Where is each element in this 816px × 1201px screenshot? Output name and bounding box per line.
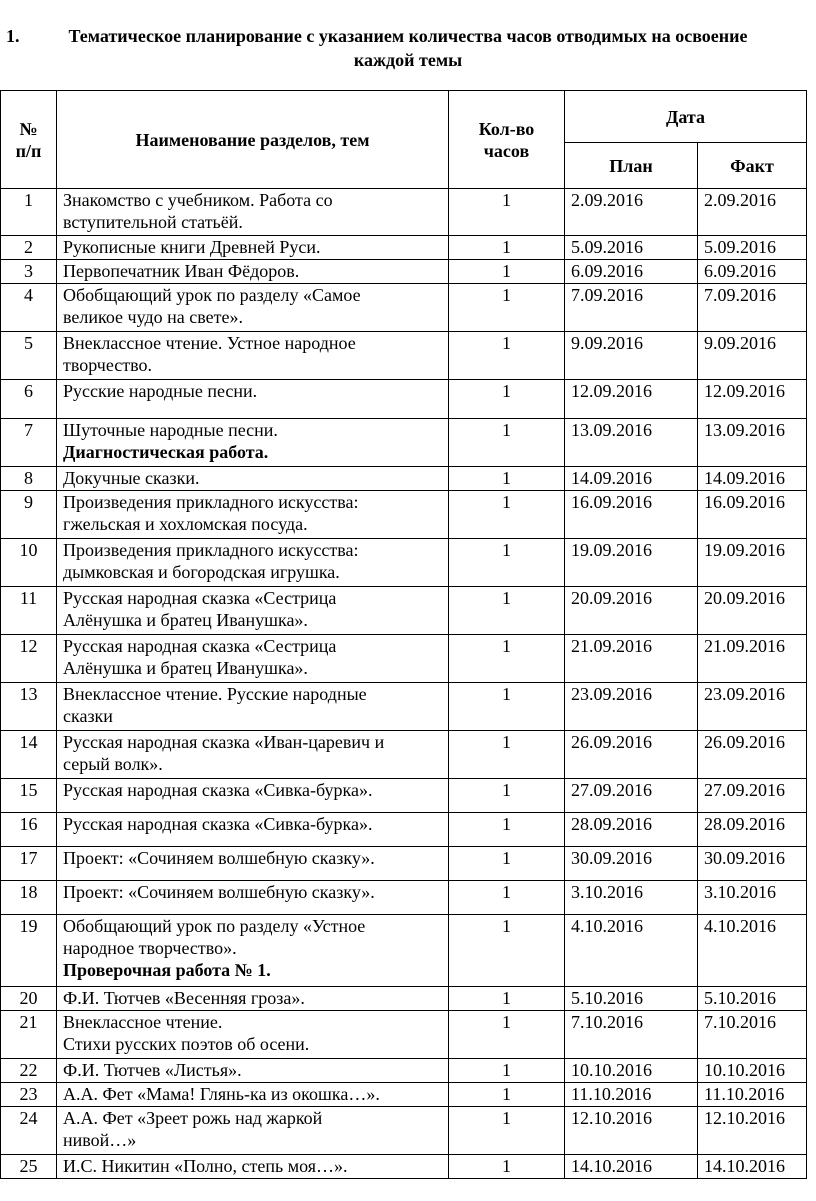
cell-plan-date: 2.09.2016 (565, 189, 698, 236)
topic-line: великое чудо на свете». (63, 307, 243, 327)
header-hours: Кол-во часов (449, 91, 565, 189)
cell-topic (57, 380, 449, 419)
topic-line: серый волк». (63, 754, 163, 774)
cell-plan-date: 13.09.2016 (565, 419, 698, 467)
cell-plan-date: 19.09.2016 (565, 539, 698, 587)
cell-topic (57, 847, 449, 881)
topic-line: Обобщающий урок по разделу «Устное (63, 916, 366, 936)
cell-fact-date: 5.09.2016 (698, 236, 807, 260)
topic-line: Произведения прикладного искусства: (63, 540, 359, 560)
table-row (1, 491, 807, 539)
cell-hours: 1 (449, 987, 565, 1011)
topic-line: нивой…» (63, 1130, 137, 1150)
cell-plan-date: 21.09.2016 (565, 635, 698, 683)
topic-line: Ф.И. Тютчев «Весенняя гроза». (63, 988, 305, 1008)
topic-line: Русская народная сказка «Сивка-бурка». (63, 814, 373, 834)
cell-fact-date: 30.09.2016 (698, 847, 807, 881)
topic-line: Русская народная сказка «Сестрица (63, 588, 337, 608)
cell-hours: 1 (449, 1059, 565, 1083)
table-row (1, 419, 807, 467)
topic-line: Шуточные народные песни. (63, 420, 278, 440)
topic-line: Произведения прикладного искусства: (63, 492, 359, 512)
table-body (1, 189, 807, 1179)
cell-hours: 1 (449, 491, 565, 539)
table-row (1, 380, 807, 419)
page-heading (0, 24, 816, 72)
cell-num: 14 (1, 731, 57, 779)
table-row (1, 1107, 807, 1155)
cell-num: 13 (1, 683, 57, 731)
topic-line: Русская народная сказка «Сивка-бурка». (63, 780, 373, 800)
cell-hours: 1 (449, 467, 565, 491)
cell-fact-date: 28.09.2016 (698, 813, 807, 847)
cell-hours: 1 (449, 915, 565, 987)
cell-plan-date: 3.10.2016 (565, 881, 698, 915)
cell-num: 15 (1, 779, 57, 813)
table-row (1, 915, 807, 987)
topic-line: Русские народные песни. (63, 381, 258, 401)
cell-topic (57, 260, 449, 284)
cell-plan-date: 27.09.2016 (565, 779, 698, 813)
topic-line: Алёнушка и братец Иванушка». (63, 658, 308, 678)
table-row (1, 1155, 807, 1179)
table-row (1, 236, 807, 260)
cell-topic (57, 683, 449, 731)
cell-plan-date: 4.10.2016 (565, 915, 698, 987)
cell-plan-date: 20.09.2016 (565, 587, 698, 635)
cell-plan-date: 5.10.2016 (565, 987, 698, 1011)
table-row (1, 683, 807, 731)
topic-line: творчество. (63, 355, 153, 375)
cell-topic (57, 1155, 449, 1179)
table-row (1, 881, 807, 915)
cell-hours: 1 (449, 189, 565, 236)
cell-num: 21 (1, 1011, 57, 1059)
cell-hours: 1 (449, 683, 565, 731)
cell-num: 12 (1, 635, 57, 683)
cell-fact-date: 19.09.2016 (698, 539, 807, 587)
topic-line: вступительной статьёй. (63, 212, 243, 232)
cell-hours: 1 (449, 1155, 565, 1179)
cell-plan-date: 10.10.2016 (565, 1059, 698, 1083)
topic-line: народное творчество». (63, 938, 237, 958)
topic-line: А.А. Фет «Зреет рожь над жаркой (63, 1108, 323, 1128)
topic-line: Проект: «Сочиняем волшебную сказку». (63, 882, 375, 902)
cell-fact-date: 16.09.2016 (698, 491, 807, 539)
table-row (1, 539, 807, 587)
topic-line: Проект: «Сочиняем волшебную сказку». (63, 848, 375, 868)
cell-num: 1 (1, 189, 57, 236)
cell-num: 25 (1, 1155, 57, 1179)
cell-topic (57, 1011, 449, 1059)
cell-plan-date: 12.09.2016 (565, 380, 698, 419)
cell-num: 4 (1, 284, 57, 332)
topic-line: Обобщающий урок по разделу «Самое (63, 285, 361, 305)
cell-topic (57, 635, 449, 683)
cell-fact-date: 9.09.2016 (698, 332, 807, 380)
heading-line-2: каждой темы (353, 50, 463, 70)
cell-fact-date: 3.10.2016 (698, 881, 807, 915)
table-row (1, 731, 807, 779)
cell-topic (57, 915, 449, 987)
header-num: № п/п (1, 91, 57, 189)
topic-line: Докучные сказки. (63, 468, 200, 488)
cell-hours: 1 (449, 332, 565, 380)
cell-hours: 1 (449, 731, 565, 779)
table-row (1, 1059, 807, 1083)
table-row (1, 467, 807, 491)
cell-fact-date: 6.09.2016 (698, 260, 807, 284)
table-row (1, 332, 807, 380)
cell-num: 24 (1, 1107, 57, 1155)
cell-hours: 1 (449, 813, 565, 847)
cell-plan-date: 28.09.2016 (565, 813, 698, 847)
topic-line: сказки (63, 706, 113, 726)
table-row (1, 284, 807, 332)
cell-fact-date: 5.10.2016 (698, 987, 807, 1011)
topic-line: Стихи русских поэтов об осени. (63, 1034, 310, 1054)
table-row (1, 1083, 807, 1107)
cell-num: 22 (1, 1059, 57, 1083)
topic-line: дымковская и богородская игрушка. (63, 562, 340, 582)
table-row (1, 260, 807, 284)
cell-fact-date: 21.09.2016 (698, 635, 807, 683)
table-row (1, 813, 807, 847)
cell-fact-date: 2.09.2016 (698, 189, 807, 236)
cell-hours: 1 (449, 380, 565, 419)
cell-fact-date: 14.10.2016 (698, 1155, 807, 1179)
cell-plan-date: 12.10.2016 (565, 1107, 698, 1155)
cell-hours: 1 (449, 260, 565, 284)
cell-num: 3 (1, 260, 57, 284)
cell-plan-date: 11.10.2016 (565, 1083, 698, 1107)
cell-fact-date: 27.09.2016 (698, 779, 807, 813)
cell-hours: 1 (449, 539, 565, 587)
table-row (1, 1011, 807, 1059)
table-row (1, 189, 807, 236)
topic-line: Ф.И. Тютчев «Листья». (63, 1060, 242, 1080)
topic-line: Алёнушка и братец Иванушка». (63, 610, 308, 630)
cell-hours: 1 (449, 779, 565, 813)
cell-fact-date: 12.10.2016 (698, 1107, 807, 1155)
table-row (1, 847, 807, 881)
cell-num: 8 (1, 467, 57, 491)
cell-topic (57, 491, 449, 539)
cell-num: 5 (1, 332, 57, 380)
cell-topic (57, 1107, 449, 1155)
table-row (1, 987, 807, 1011)
topic-line: Рукописные книги Древней Руси. (63, 237, 321, 257)
topic-line: Внеклассное чтение. Устное народное (63, 333, 356, 353)
cell-num: 23 (1, 1083, 57, 1107)
cell-plan-date: 26.09.2016 (565, 731, 698, 779)
cell-num: 17 (1, 847, 57, 881)
cell-num: 9 (1, 491, 57, 539)
cell-hours: 1 (449, 1083, 565, 1107)
cell-hours: 1 (449, 587, 565, 635)
cell-plan-date: 14.09.2016 (565, 467, 698, 491)
cell-topic (57, 236, 449, 260)
header-name: Наименование разделов, тем (57, 91, 449, 189)
cell-num: 18 (1, 881, 57, 915)
cell-topic (57, 587, 449, 635)
cell-fact-date: 20.09.2016 (698, 587, 807, 635)
cell-fact-date: 13.09.2016 (698, 419, 807, 467)
cell-topic (57, 284, 449, 332)
cell-num: 10 (1, 539, 57, 587)
cell-hours: 1 (449, 236, 565, 260)
header-date: Дата (565, 91, 807, 143)
thematic-plan-table (0, 90, 807, 1179)
cell-topic (57, 1059, 449, 1083)
cell-num: 6 (1, 380, 57, 419)
cell-plan-date: 7.09.2016 (565, 284, 698, 332)
cell-hours: 1 (449, 635, 565, 683)
cell-topic (57, 332, 449, 380)
cell-topic (57, 539, 449, 587)
cell-hours: 1 (449, 1107, 565, 1155)
cell-plan-date: 5.09.2016 (565, 236, 698, 260)
cell-num: 2 (1, 236, 57, 260)
cell-plan-date: 16.09.2016 (565, 491, 698, 539)
cell-plan-date: 6.09.2016 (565, 260, 698, 284)
cell-topic (57, 779, 449, 813)
cell-fact-date: 10.10.2016 (698, 1059, 807, 1083)
cell-topic (57, 813, 449, 847)
cell-hours: 1 (449, 284, 565, 332)
table-row (1, 779, 807, 813)
topic-line: Знакомство с учебником. Работа со (63, 190, 333, 210)
cell-plan-date: 9.09.2016 (565, 332, 698, 380)
table-row (1, 635, 807, 683)
cell-fact-date: 26.09.2016 (698, 731, 807, 779)
heading-line-1: Тематическое планирование с указанием количества часов отводимых на освоение (68, 26, 748, 46)
cell-num: 20 (1, 987, 57, 1011)
cell-fact-date: 11.10.2016 (698, 1083, 807, 1107)
cell-num: 16 (1, 813, 57, 847)
cell-num: 7 (1, 419, 57, 467)
cell-plan-date: 7.10.2016 (565, 1011, 698, 1059)
heading-number: 1. (6, 26, 20, 46)
cell-topic (57, 467, 449, 491)
cell-topic (57, 189, 449, 236)
topic-line: И.С. Никитин «Полно, степь моя…». (63, 1156, 348, 1176)
cell-fact-date: 7.09.2016 (698, 284, 807, 332)
cell-fact-date: 4.10.2016 (698, 915, 807, 987)
cell-hours: 1 (449, 1011, 565, 1059)
cell-hours: 1 (449, 847, 565, 881)
cell-topic (57, 881, 449, 915)
topic-line: Первопечатник Иван Фёдоров. (63, 261, 300, 281)
cell-topic (57, 731, 449, 779)
cell-topic (57, 419, 449, 467)
table-row (1, 587, 807, 635)
cell-plan-date: 23.09.2016 (565, 683, 698, 731)
cell-num: 11 (1, 587, 57, 635)
cell-num: 19 (1, 915, 57, 987)
topic-line: Внеклассное чтение. Русские народные (63, 684, 367, 704)
cell-topic (57, 987, 449, 1011)
cell-fact-date: 23.09.2016 (698, 683, 807, 731)
header-plan: План (565, 143, 698, 189)
cell-topic (57, 1083, 449, 1107)
cell-fact-date: 12.09.2016 (698, 380, 807, 419)
cell-fact-date: 14.09.2016 (698, 467, 807, 491)
topic-bold-line: Диагностическая работа. (63, 442, 269, 462)
topic-bold-line: Проверочная работа № 1. (63, 960, 271, 980)
topic-line: Русская народная сказка «Иван-царевич и (63, 732, 385, 752)
topic-line: А.А. Фет «Мама! Глянь-ка из окошка…». (63, 1084, 380, 1104)
topic-line: Внеклассное чтение. (63, 1012, 223, 1032)
cell-hours: 1 (449, 419, 565, 467)
cell-plan-date: 30.09.2016 (565, 847, 698, 881)
cell-hours: 1 (449, 881, 565, 915)
cell-fact-date: 7.10.2016 (698, 1011, 807, 1059)
topic-line: Русская народная сказка «Сестрица (63, 636, 337, 656)
topic-line: гжельская и хохломская посуда. (63, 514, 308, 534)
cell-plan-date: 14.10.2016 (565, 1155, 698, 1179)
header-fact: Факт (698, 143, 807, 189)
